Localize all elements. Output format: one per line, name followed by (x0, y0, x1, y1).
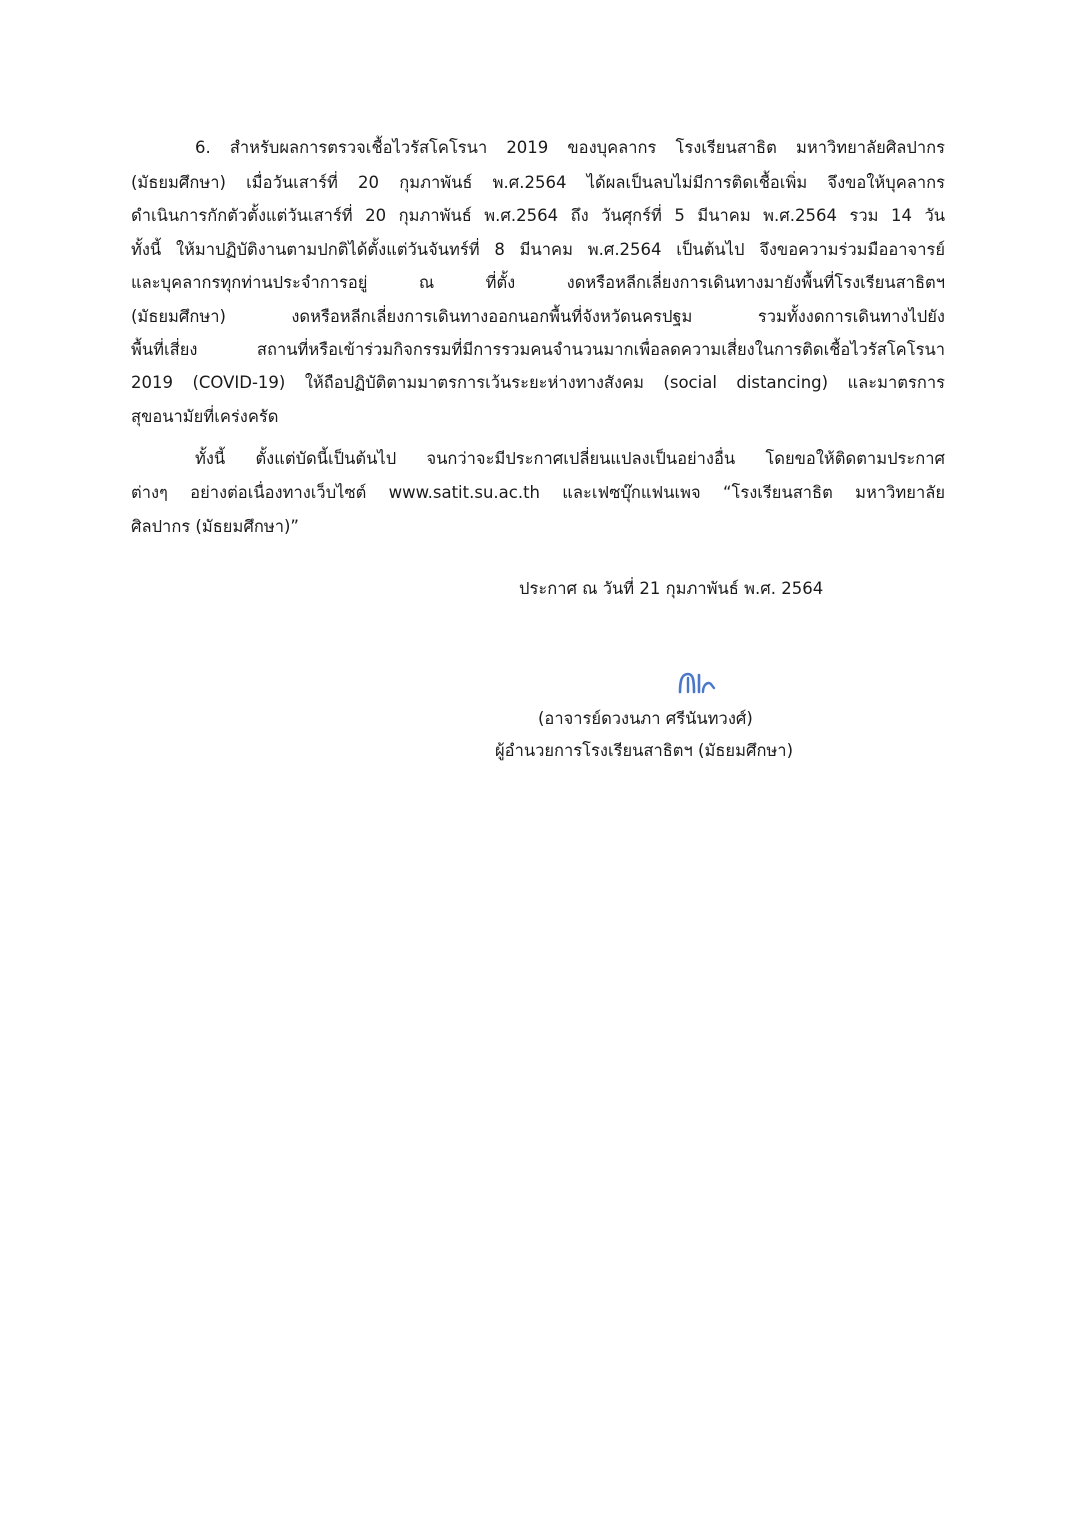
paragraph-line: สุขอนามัยที่เคร่งครัด (131, 407, 279, 426)
paragraph-line: พื้นที่เสี่ยง สถานที่หรือเข้าร่วมกิจกรรมที่มีการรวมคนจำนวนมากเพื่อลดความเสี่ยงในการติดเชื้อไวรัสโคโรนา (131, 340, 945, 359)
paragraph-line: 2019 (COVID-19) ให้ถือปฏิบัติตามมาตรการเว้นระยะห่างทางสังคม (social distancing) และมาตรการ (131, 373, 945, 392)
paragraph-line: และบุคลากรทุกท่านประจำการอยู่ ณ ที่ตั้ง งดหรือหลีกเลี่ยงการเดินทางมายังพื้นที่โรงเรียนสาธิตฯ (131, 273, 945, 292)
paragraph-line: ทั้งนี้ ตั้งแต่บัดนี้เป็นต้นไป จนกว่าจะมีประกาศเปลี่ยนแปลงเป็นอย่างอื่น โดยขอให้ติดตามประกาศ (195, 449, 945, 468)
paragraph-line: (มัธยมศึกษา) เมื่อวันเสาร์ที่ 20 กุมภาพันธ์ พ.ศ.2564 ได้ผลเป็นลบไม่มีการติดเชื้อเพิ่ม จึงขอให้บุคลากร (131, 173, 945, 192)
signatory-name: (อาจารย์ดวงนภา ศรีนันทวงศ์) (538, 709, 753, 728)
paragraph-line: ศิลปากร (มัธยมศึกษา)” (131, 517, 299, 536)
announcement-date: ประกาศ ณ วันที่ 21 กุมภาพันธ์ พ.ศ. 2564 (519, 579, 824, 598)
signature-mark (676, 666, 716, 700)
paragraph-line: (มัธยมศึกษา) งดหรือหลีกเลี่ยงการเดินทางออกนอกพื้นที่จังหวัดนครปฐม รวมทั้งงดการเดินทางไปยัง (131, 307, 945, 326)
paragraph-line: ดำเนินการกักตัวตั้งแต่วันเสาร์ที่ 20 กุมภาพันธ์ พ.ศ.2564 ถึง วันศุกร์ที่ 5 มีนาคม พ.ศ.2564 รวม 14 วัน (131, 206, 945, 225)
paragraph-line: ต่างๆ อย่างต่อเนื่องทางเว็บไซต์ www.satit.su.ac.th และเฟซบุ๊กแฟนเพจ “โรงเรียนสาธิต มหาวิทยาลัย (131, 483, 945, 502)
paragraph-line: 6. สำหรับผลการตรวจเชื้อไวรัสโคโรนา 2019 ของบุคลากร โรงเรียนสาธิต มหาวิทยาลัยศิลปากร (195, 138, 945, 157)
signatory-position: ผู้อำนวยการโรงเรียนสาธิตฯ (มัธยมศึกษา) (495, 741, 794, 760)
paragraph-line: ทั้งนี้ ให้มาปฏิบัติงานตามปกติได้ตั้งแต่วันจันทร์ที่ 8 มีนาคม พ.ศ.2564 เป็นต้นไป จึงขอความร่วมมืออาจารย์ (131, 240, 945, 259)
